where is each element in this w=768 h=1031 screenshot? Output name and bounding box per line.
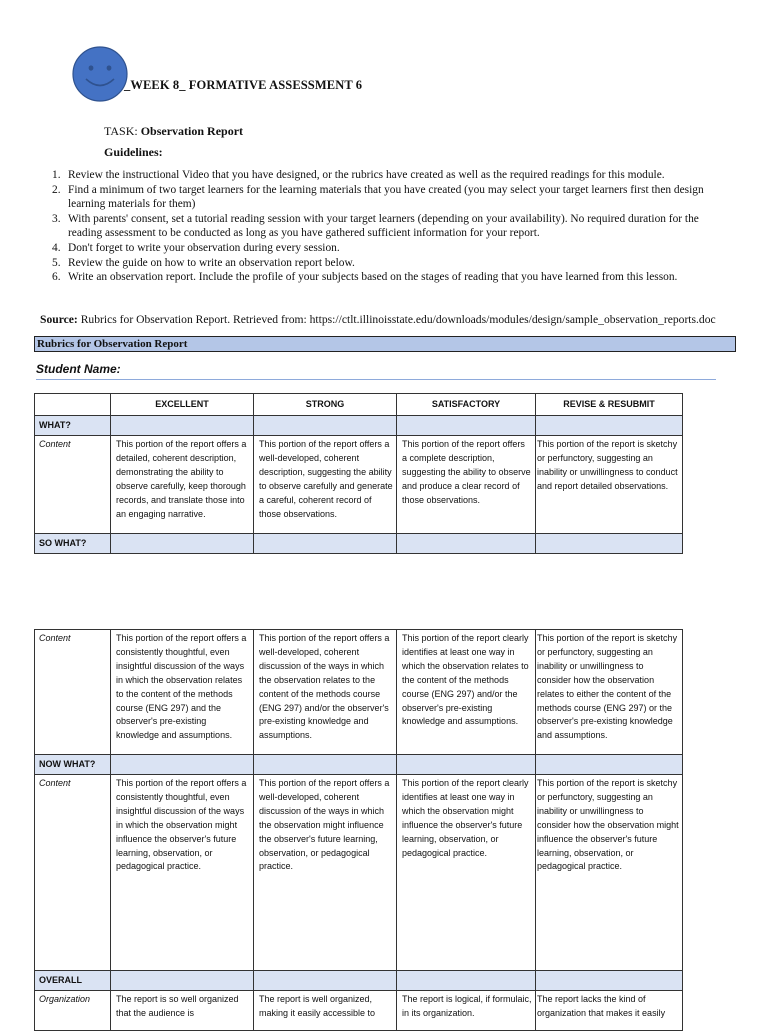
list-item: 3. With parents' consent, set a tutorial reading session with your target learners (depending on your availability). No required duration for the reading assessment to be conducted as long as you have gathered sufficient information for your report. [52,212,699,240]
rubric-cell: This portion of the report offers a well-developed, coherent description, suggesting the ability to observe carefully and generate a careful, coherent record of those observations. [254,436,397,534]
source-text: Rubrics for Observation Report. Retrieved from: https://ctlt.illinoisstate.edu/downloads/modules/design/sample_observation_reports.doc [80,313,716,326]
row-label: Content [35,775,111,971]
column-header-satisfactory: SATISFACTORY [397,394,536,416]
guidelines-heading: Guidelines: [104,145,163,159]
table-row [35,630,683,755]
rubric-cell: This portion of the report offers a well-developed, coherent discussion of the ways in which the observation might influence the observer's future learning, observation, or pedagogical practice. [254,775,397,971]
rubric-cell: This portion of the report is sketchy or perfunctory, suggesting an inability or unwillingness to consider how the observation might influence the observer's future learning, observation, or pedagogical practice. [536,775,683,971]
column-header-revise-resubmit: REVISE & RESUBMIT [536,394,683,416]
rubric-cell: This portion of the report offers a consistently thoughtful, even insightful discussion of the ways in which the observation might influence the observer's future learning, observation, or pedagogical practice. [111,775,254,971]
rubric-cell: This portion of the report offers a detailed, coherent description, demonstrating the ability to observe carefully, keep thorough records, and translate those into an engaging narrative. [111,436,254,534]
section-row-now-what [35,755,683,775]
rubric-table-part2 [34,629,683,1031]
table-corner-cell [35,394,111,416]
guidelines-list [36,168,726,285]
section-label-so-what: SO WHAT? [35,534,111,554]
student-name-label: Student Name: [36,362,121,376]
column-header-strong: STRONG [254,394,397,416]
smiley-face-icon [72,46,128,102]
rubric-cell: This portion of the report clearly identifies at least one way in which the observation relates to the content of the methods course (ENG 297) and/or the observer's pre-existing knowledge and assumptions. [397,630,536,755]
student-name-line [36,379,716,380]
list-item: 6. Write an observation report. Include the profile of your subjects based on the stages of reading that you have learned from this lesson. [52,271,678,284]
column-header-excellent: EXCELLENT [111,394,254,416]
table-row [35,775,683,971]
rubric-cell: This portion of the report offers a well-developed, coherent discussion of the ways in which the observation relates to the content of the methods course (ENG 297) and/or the observer's pre-existing knowledge and assumptions. [254,630,397,755]
row-label: Organization [35,991,111,1031]
rubric-cell: This portion of the report is sketchy or perfunctory, suggesting an inability or unwillingness to conduct and report detailed observations. [536,436,683,534]
task-value: Observation Report [140,124,244,138]
rubrics-bar: Rubrics for Observation Report [34,336,736,352]
section-label-overall: OVERALL [35,971,111,991]
section-row-what [35,416,683,436]
rubric-cell: This portion of the report clearly identifies at least one way in which the observation might influence the observer's future learning, observation, or pedagogical practice. [397,775,536,971]
task-label: TASK: [104,124,138,138]
rubric-cell: This portion of the report is sketchy or perfunctory, suggesting an inability or unwillingness to consider how the observation relates to either the content of the methods course (ENG 297) or the observer's pre-existing knowledge and assumptions. [536,630,683,755]
list-item: 2. Find a minimum of two target learners for the learning materials that you have created (you may select your target learners first then design learning materials for them) [52,183,704,211]
rubric-cell: This portion of the report offers a complete description, suggesting the ability to observe and produce a clear record of those observations. [397,436,536,534]
rubric-cell: This portion of the report offers a consistently thoughtful, even insightful discussion of the ways in which the observation relates to the content of the methods course (ENG 297) and the observer's pre-existing knowledge and assumptions. [111,630,254,755]
list-item: 4. Don't forget to write your observation during every session. [52,241,340,254]
table-row [35,991,683,1031]
section-row-overall [35,971,683,991]
rubric-table-part1 [34,393,683,554]
table-row [35,436,683,534]
row-label: Content [35,630,111,755]
rubric-cell: The report lacks the kind of organization that makes it easily [536,991,683,1031]
list-item: 1. Review the instructional Video that you have designed, or the rubrics have created as well as the required readings for this module. [52,169,665,181]
task-line [104,124,243,139]
section-label-what: WHAT? [35,416,111,436]
rubric-cell: The report is so well organized that the audience is [111,991,254,1031]
section-label-now-what: NOW WHAT? [35,755,111,775]
section-row-so-what [35,534,683,554]
list-item: 5. Review the guide on how to write an observation report below. [52,256,355,269]
table-header-row [35,394,683,416]
source-label: Source: [40,313,78,326]
page-title: _WEEK 8_ FORMATIVE ASSESSMENT 6 [124,78,363,92]
rubric-cell: The report is well organized, making it easily accessible to [254,991,397,1031]
rubric-cell: The report is logical, if formulaic, in its organization. [397,991,536,1031]
source-line [40,313,716,326]
row-label: Content [35,436,111,534]
